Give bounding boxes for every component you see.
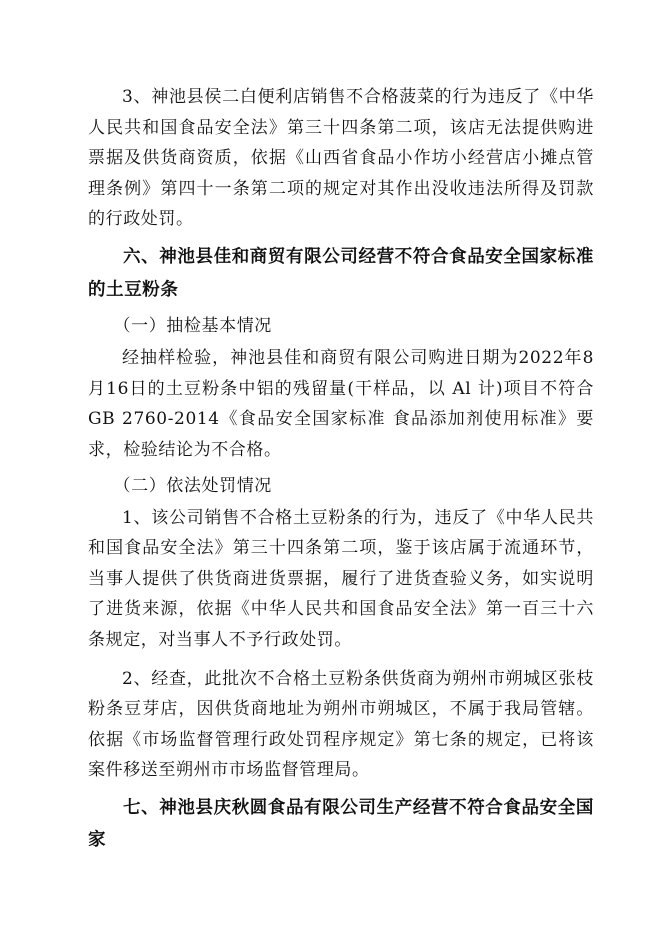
document-page: [88, 82, 594, 857]
section-heading-seven: 七、神池县庆秋圆食品有限公司生产经营不符合食品安全国家: [88, 797, 594, 851]
subheading-sampling-info: （一）抽检基本情况: [113, 316, 272, 337]
paragraph-penalty-two: 2、经查，此批次不合格土豆粉条供货商为朔州市朔城区张枝粉条豆芽店，因供货商地址为朔州市朔城区，不属于我局管辖。依据《市场监督管理行政处罚程序规定》第七条的规定，已将该案件移送至朔州市市场监督管理局。: [88, 668, 594, 781]
subheading-penalty-info: （二）依法处罚情况: [113, 475, 272, 496]
paragraph-penalty-one: 1、该公司销售不合格土豆粉条的行为，违反了《中华人民共和国食品安全法》第三十四条第二项，鉴于该店属于流通环节，当事人提供了供货商进货票据，履行了进货查验义务，如实说明了进货来源，依据《中华人民共和国食品安全法》第一百三十六条规定，对当事人不予行政处罚。: [88, 507, 594, 650]
section-heading-six: 六、神池县佳和商贸有限公司经营不符合食品安全国家标准的土豆粉条: [88, 246, 594, 300]
paragraph-sampling-result: 经抽样检验，神池县佳和商贸有限公司购进日期为2022年8月16日的土豆粉条中铝的残留量(干样品，以 Al 计)项目不符合GB 2760-2014《食品安全国家标准 食品添加剂使用标准》要求，检验结论为不合格。: [88, 348, 594, 460]
paragraph-spinach-penalty: 3、神池县侯二白便利店销售不合格菠菜的行为违反了《中华人民共和国食品安全法》第三十四条第二项，该店无法提供购进票据及供货商资质，依据《山西省食品小作坊小经营店小摊点管理条例》第四十一条第二项的规定对其作出没收违法所得及罚款的行政处罚。: [88, 87, 594, 230]
